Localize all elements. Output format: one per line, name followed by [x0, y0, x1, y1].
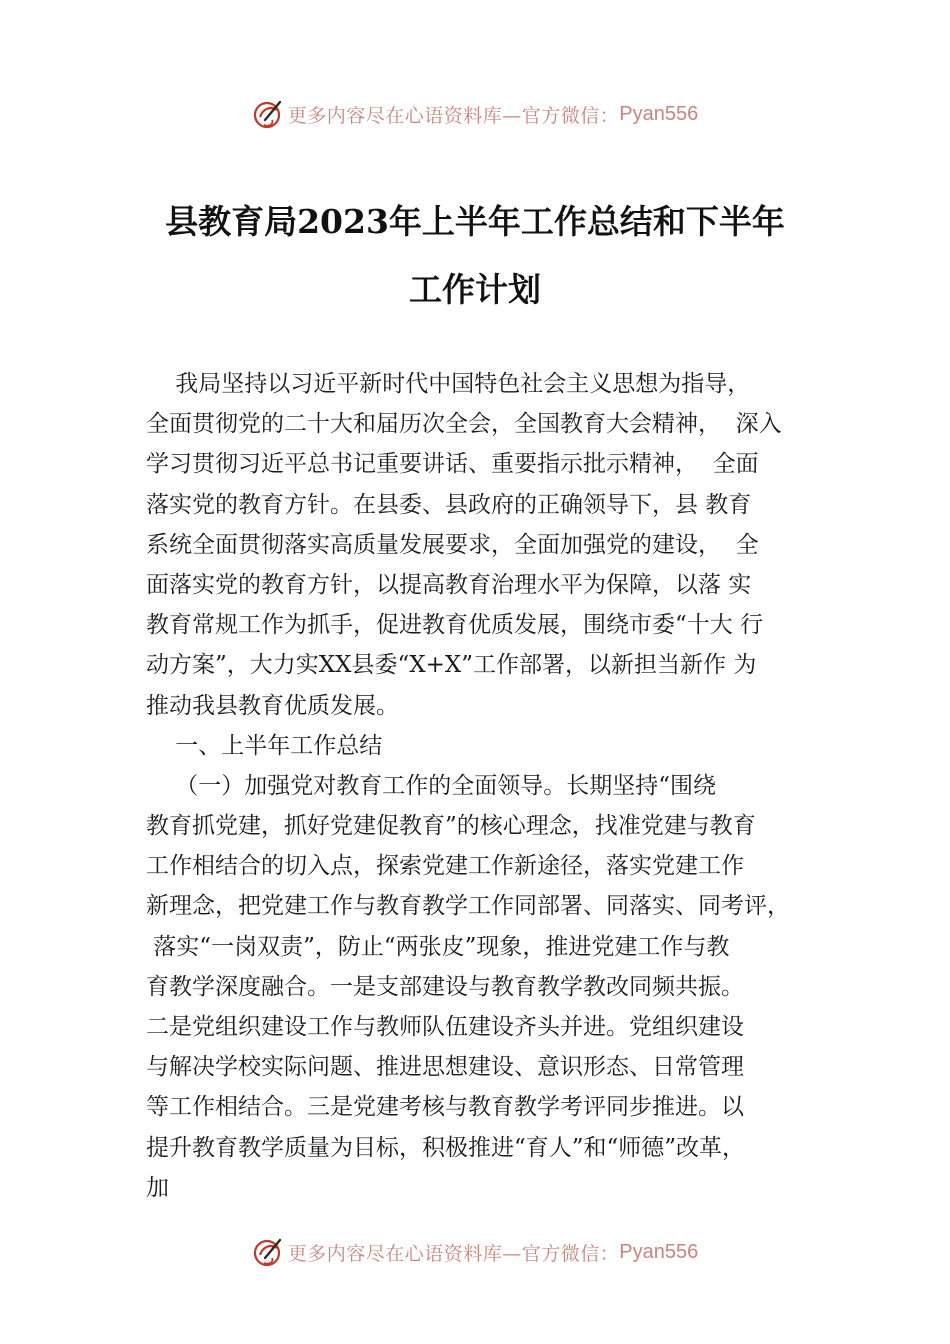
body-line: 工作相结合的切入点，探索党建工作新途径，落实党建工作 — [146, 853, 744, 880]
body-line: 提升教育教学质量为目标，积极推进“育人”和“师德”改革， — [146, 1134, 746, 1161]
body-line: 与解决学校实际问题、推进思想建设、意识形态、日常管理 — [146, 1054, 744, 1081]
body-line: 我局坚持以习近平新时代中国特色社会主义思想为指导， — [146, 371, 751, 397]
body-line: 系统全面贯彻落实高质量发展要求，全面加强党的建设， 全 — [146, 531, 759, 558]
subsection-line: （一）加强党对教育工作的全面领导。长期坚持“围绕 — [146, 772, 717, 799]
body-line: 推动我县教育优质发展。 — [146, 692, 399, 719]
body-line: 落实“一岗双责”，防止“两张皮”现象，推进党建工作与教 — [146, 933, 730, 960]
watermark-wechat-id: Pyan556 — [619, 102, 699, 125]
body-line: 教育抓党建，抓好党建促教育”的核心理念，找准党建与教育 — [146, 813, 756, 840]
body-line: 等工作相结合。三是党建考核与教育教学考评同步推进。以 — [146, 1094, 744, 1121]
section-heading: 一、上半年工作总结 — [146, 732, 383, 759]
watermark-wechat-id: Pyan556 — [619, 1240, 699, 1263]
watermark-footer — [0, 1234, 950, 1270]
body-line: 新理念，把党建工作与教育教学工作同部署、同落实、同考评， — [146, 893, 790, 920]
body-line: 学习贯彻习近平总书记重要讲话、重要指示批示精神， 全面 — [146, 451, 759, 478]
body-line: 教育常规工作为抓手，促进教育优质发展，围绕市委“十大 行 — [146, 612, 764, 639]
watermark-header — [0, 96, 950, 132]
watermark-text: 更多内容尽在心语资料库—官方微信： — [287, 104, 620, 127]
body-line: 全面贯彻党的二十大和届历次全会，全国教育大会精神， 深入 — [146, 411, 782, 438]
document-title-line-2: 工作计划 — [409, 270, 541, 309]
logo-icon — [252, 98, 284, 130]
body-line: 面落实党的教育方针，以提高教育治理水平为保障，以落 实 — [146, 571, 752, 598]
body-line: 育教学深度融合。一是支部建设与教育教学教改同频共振。 — [146, 973, 744, 1000]
document-title-line-1: 县教育局2023年上半年工作总结和下半年 — [165, 202, 785, 241]
body-line: 动方案”，大力实XX县委“X+X”工作部署，以新担当新作 为 — [146, 652, 757, 679]
body-line: 落实党的教育方针。在县委、县政府的正确领导下，县 教育 — [146, 491, 752, 518]
body-line: 加 — [146, 1174, 169, 1201]
logo-icon — [252, 1236, 284, 1268]
watermark-text: 更多内容尽在心语资料库—官方微信： — [287, 1242, 620, 1265]
body-line: 二是党组织建设工作与教师队伍建设齐头并进。党组织建设 — [146, 1014, 744, 1040]
document-body — [146, 364, 822, 1208]
